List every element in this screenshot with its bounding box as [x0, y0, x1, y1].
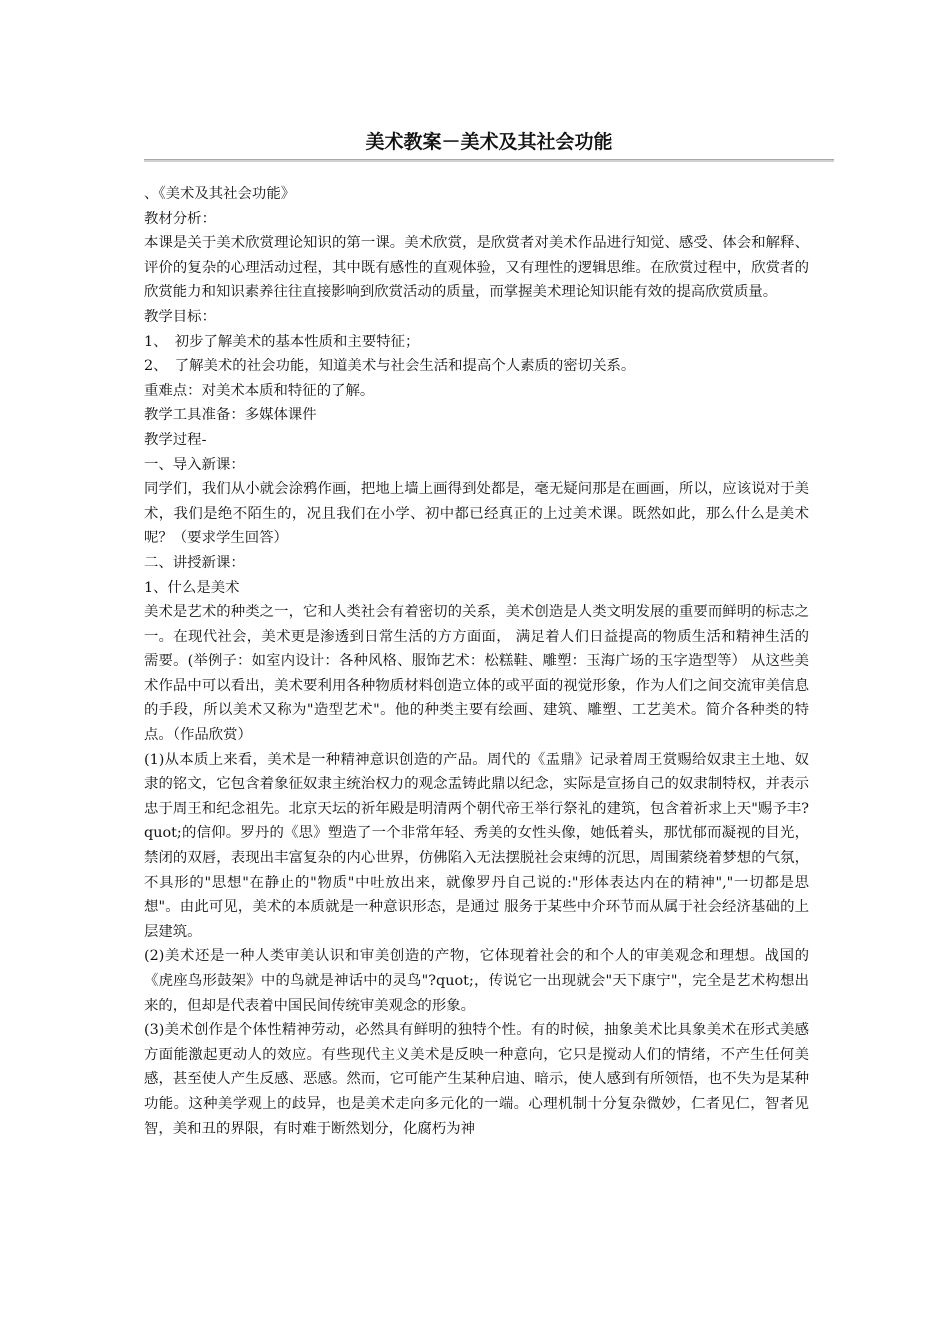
paragraph: (3)美术创作是个体性精神劳动，必然具有鲜明的独特个性。有的时候，抽象美术比具象美术在形式美感方面能激起更动人的效应。有些现代主义美术是反映一种意向，它只是搅动人们的情绪，不产生任何美感，甚至使人产生反感、恶感。然而，它可能产生某种启迪、暗示，使人感到有所领悟，也不失为是某种功能。这种美学观上的歧异，也是美术走向多元化的一端。心理机制十分复杂微妙，仁者见仁，智者见智，美和丑的界限，有时难于断然划分，化腐朽为神	[144, 1022, 809, 1137]
paragraph: 二、讲授新课：	[144, 554, 245, 571]
document-body	[144, 182, 809, 1141]
paragraph: 1、什么是美术	[144, 579, 240, 596]
paragraph: 、《美术及其社会功能》	[144, 186, 296, 202]
paragraph: (1)从本质上来看，美术是一种精神意识创造的产品。周代的《盂鼎》记录着周王赏赐给奴隶主土地、奴隶的铭文，它包含着象征奴隶主统治权力的观念盂铸此鼎以纪念，实际是宣扬自己的奴隶制特权，并表示忠于周王和纪念祖先。北京天坛的祈年殿是明清两个朝代帝王举行祭礼的建筑，包含着祈求上天"赐予丰?quot;的信仰。罗丹的《思》塑造了一个非常年轻、秀美的女性头像，她低着头，那忧郁而凝视的目光，禁闭的双唇，表现出丰富复杂的内心世界，仿佛陷入无法摆脱社会束缚的沉思，周围萦绕着梦想的气氛，不具形的"思想"在静止的"物质"中吐放出来，就像罗丹自己说的:"形体表达内在的精神","一切都是思想"。由此可见，美术的本质就是一种意识形态，是通过 服务于某些中介环节而从属于社会经济基础的上层建筑。	[144, 751, 809, 940]
paragraph: 2、 了解美术的社会功能，知道美术与社会生活和提高个人素质的密切关系。	[144, 358, 636, 375]
paragraph: 重难点：对美术本质和特征的了解。	[144, 382, 375, 399]
paragraph: 同学们，我们从小就会涂鸦作画，把地上墙上画得到处都是，毫无疑问那是在画画，所以，应该说对于美术，我们是绝不陌生的，况且我们在小学、初中都已经真正的上过美术课。既然如此，那么什么是美术呢？（要求学生回答）	[144, 481, 809, 547]
paragraph: 美术是艺术的种类之一，它和人类社会有着密切的关系，美术创造是人类文明发展的重要而鲜明的标志之一。在现代社会，美术更是渗透到日常生活的方方面面， 满足着人们日益提高的物质生活和精神生活的需要。(举例子：如室内设计：各种风格、服饰艺术：松糕鞋、雕塑：玉海广场的玉字造型等） 从这些美术作品中可以看出，美术要利用各种物质材料创造立体的或平面的视觉形象，作为人们之间交流审美信息的手段，所以美术又称为"造型艺术"。他的种类主要有绘画、建筑、雕塑、工艺美术。简介各种类的特点。（作品欣赏）	[144, 604, 809, 744]
paragraph: 本课是关于美术欣赏理论知识的第一课。美术欣赏，是欣赏者对美术作品进行知觉、感受、体会和解释、评价的复杂的心理活动过程，其中既有感性的直观体验，又有理性的逻辑思维。在欣赏过程中，欣赏者的欣赏能力和知识素养往往直接影响到欣赏活动的质量，而掌握美术理论知识能有效的提高欣赏质量。	[144, 235, 809, 301]
document-title: 美术教案－美术及其社会功能	[365, 131, 613, 153]
paragraph: 教材分析：	[144, 210, 216, 227]
paragraph: 教学过程-	[144, 431, 207, 448]
paragraph: (2)美术还是一种人类审美认识和审美创造的产物，它体现着社会的和个人的审美观念和理想。战国的《虎座鸟形鼓架》中的鸟就是神话中的灵鸟"?quot;，传说它一出现就会"天下康宁"，完全是艺术构想出来的，但却是代表着中国民间传统审美观念的形象。	[144, 948, 809, 1014]
paragraph: 一、导入新课：	[144, 456, 245, 473]
paragraph: 教学目标：	[144, 308, 216, 325]
title-divider	[144, 159, 834, 162]
paragraph: 1、 初步了解美术的基本性质和主要特征；	[144, 333, 420, 350]
paragraph: 教学工具准备：多媒体课件	[144, 407, 317, 424]
